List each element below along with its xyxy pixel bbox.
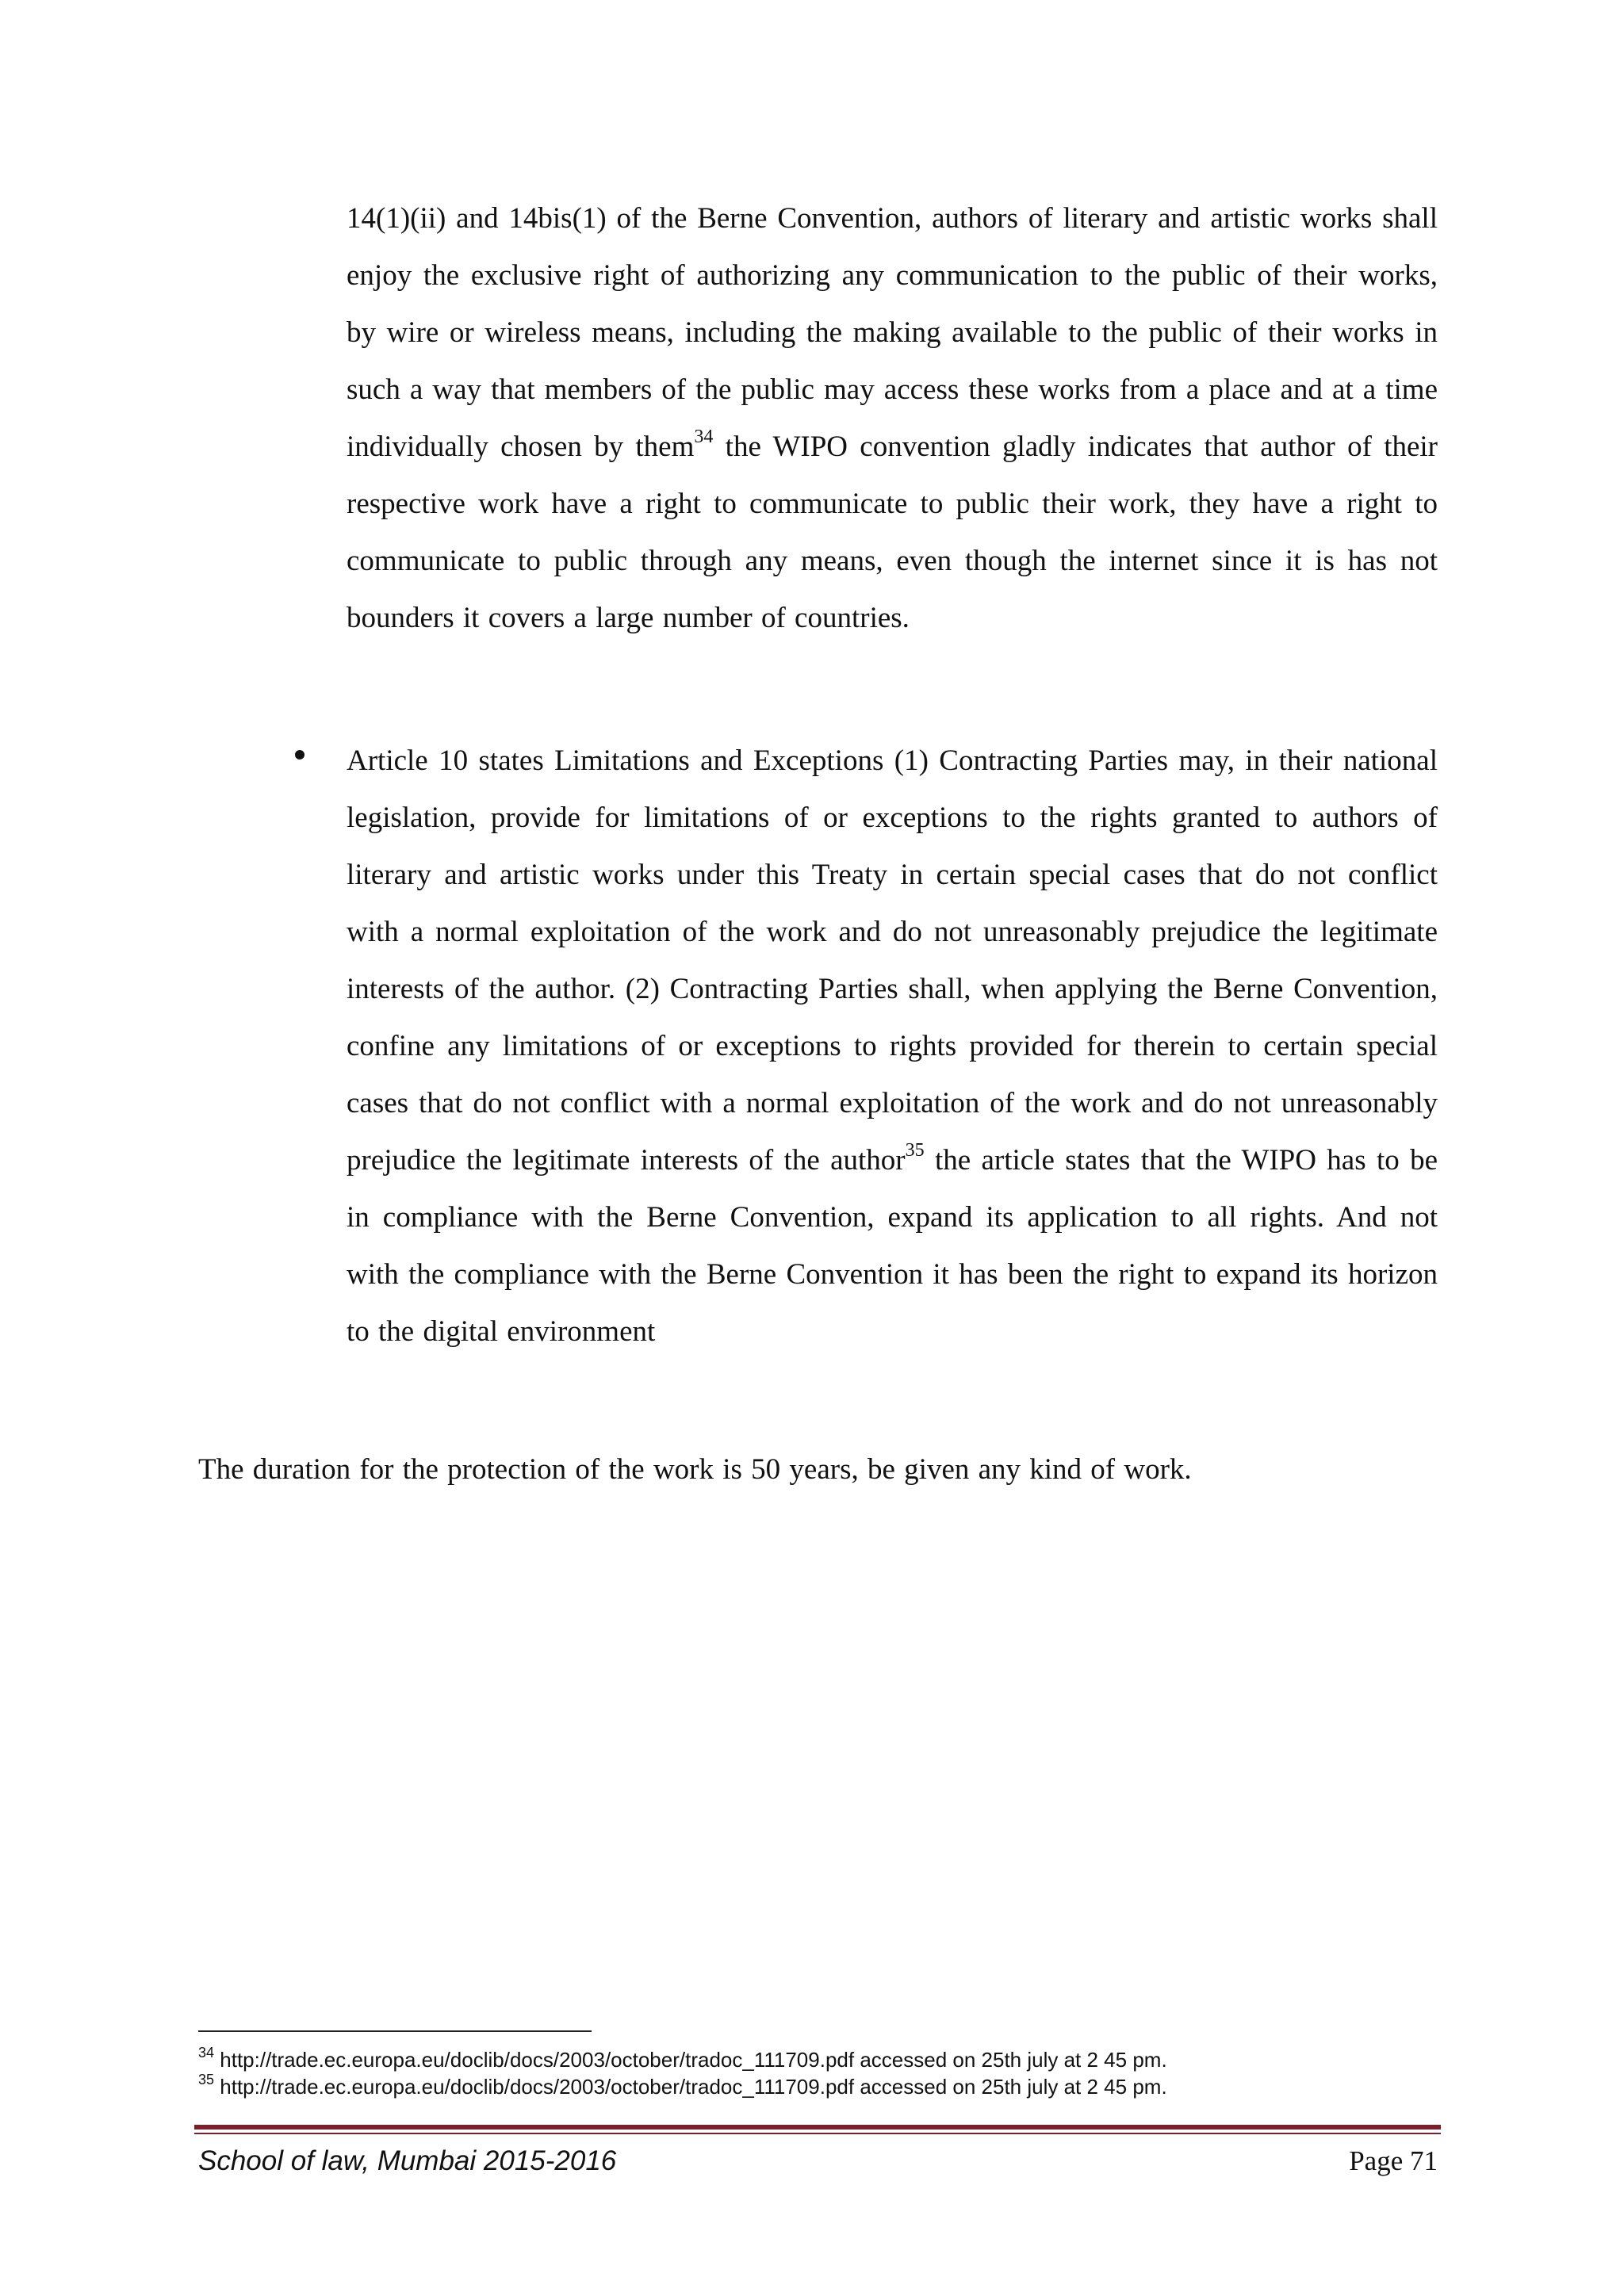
footnote-text[interactable]: http://trade.ec.europa.eu/doclib/docs/2003/october/tradoc_111709.pdf accessed on 25th july at 2 45 pm. bbox=[220, 2075, 1167, 2099]
paragraph-text: 14(1)(ii) and 14bis(1) of the Berne Convention, authors of literary and artistic works shall enjoy the exclusive right of authorizing any communication to the public of their works, by wire or wireless means, including the making available to the public of their works in such a way that members of the public may access these works from a place and at a time individually chosen by them bbox=[347, 202, 1438, 463]
footer-rule bbox=[194, 2125, 1441, 2130]
footnote bbox=[198, 2072, 1467, 2101]
paragraph-text: the WIPO convention gladly indicates that author of their respective work have a right to communicate to public their work, they have a right to communicate to public through any means, even though the internet since it is has not bounders it covers a large number of countries. bbox=[347, 430, 1438, 634]
body-paragraph-continued bbox=[347, 190, 1438, 647]
footnote bbox=[198, 2045, 1467, 2074]
bullet-icon bbox=[295, 750, 304, 760]
footnote-reference[interactable]: 34 bbox=[694, 426, 714, 447]
footer-rule bbox=[194, 2133, 1441, 2134]
page-number: Page 71 bbox=[1349, 2145, 1438, 2176]
bullet-text: Article 10 states Limitations and Exceptions (1) Contracting Parties may, in their national legislation, provide for limitations of or exceptions to the rights granted to authors of literary and artistic works under this Treaty in certain special cases that do not conflict with a normal exploitation of the work and do not unreasonably prejudice the legitimate interests of the author. (2) Contracting Parties shall, when applying the Berne Convention, confine any limitations of or exceptions to rights provided for therein to certain special cases that do not conflict with a normal exploitation of the work and do not unreasonably prejudice the legitimate interests of the author bbox=[347, 744, 1438, 1177]
footnote-reference[interactable]: 35 bbox=[905, 1139, 925, 1161]
bullet-text: the article states that the WIPO has to be in compliance with the Berne Convention, expand its application to all rights. And not with the compliance with the Berne Convention it has been the right to expand its horizon to the digital environment bbox=[347, 1144, 1438, 1348]
footer-institution: School of law, Mumbai 2015-2016 bbox=[198, 2145, 617, 2176]
footnote-number: 35 bbox=[198, 2072, 215, 2088]
footnote-separator bbox=[198, 2030, 592, 2032]
footnote-number: 34 bbox=[198, 2045, 215, 2061]
body-paragraph-duration: The duration for the protection of the work is 50 years, be given any kind of work. bbox=[198, 1453, 1192, 1486]
bullet-list-item bbox=[347, 733, 1438, 1360]
footnote-text[interactable]: http://trade.ec.europa.eu/doclib/docs/2003/october/tradoc_111709.pdf accessed on 25th july at 2 45 pm. bbox=[220, 2048, 1167, 2072]
